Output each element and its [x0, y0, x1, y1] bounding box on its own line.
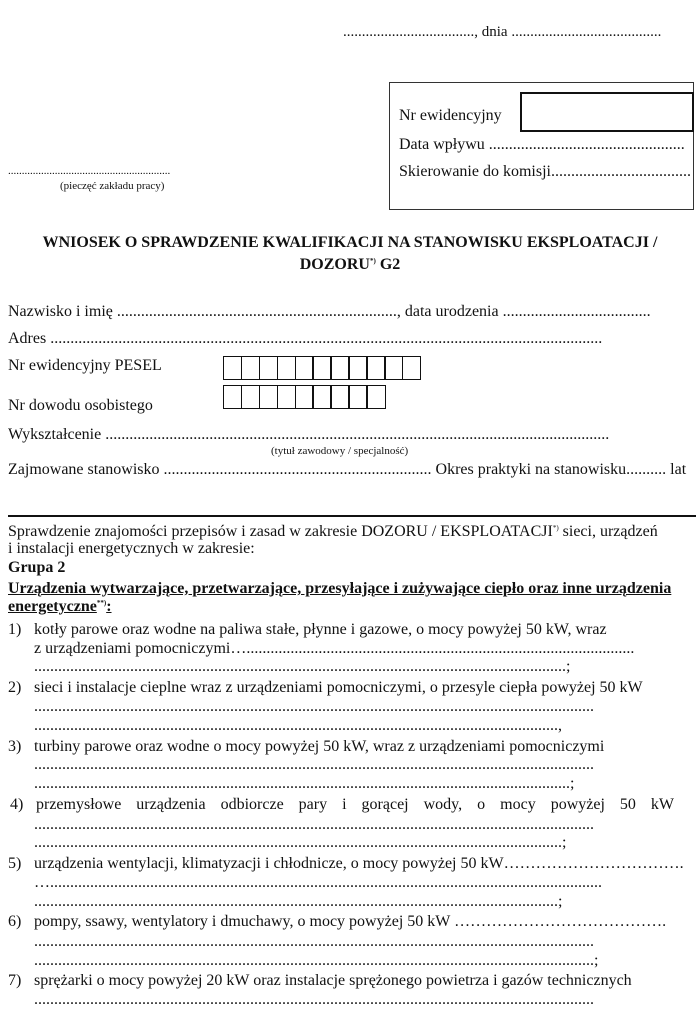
- commission-referral-line[interactable]: Skierowanie do komisji...................................: [399, 163, 691, 180]
- group-label: Grupa 2: [8, 559, 66, 576]
- education-caption: (tytuł zawodowy / specjalność): [271, 445, 409, 457]
- item-3-dots-2[interactable]: ......................................................................................................................................;: [34, 775, 575, 792]
- pesel-cell[interactable]: [384, 356, 403, 380]
- registry-number-label: Nr ewidencyjny: [399, 107, 502, 124]
- item-1-text: kotły parowe oraz wodne na paliwa stałe, płynne i gazowe, o mocy powyżej 50 kW, wraz: [34, 621, 607, 638]
- group-title-colon: :: [106, 598, 112, 615]
- education-line[interactable]: Wykształcenie ..............................................................................................................................: [8, 426, 610, 443]
- item-3-dots-1[interactable]: ............................................................................................................................................: [34, 756, 594, 773]
- item-6-number: 6): [8, 913, 22, 930]
- item-4-text: przemysłowe urządzenia odbiorcze pary i gorącej wody, o mocy powyżej 50 kW: [36, 796, 674, 813]
- title-dozoru: DOZORU: [299, 256, 370, 273]
- pesel-cell[interactable]: [348, 356, 367, 380]
- pesel-cell[interactable]: [241, 356, 260, 380]
- item-7-text: sprężarki o mocy powyżej 20 kW oraz instalacje sprężonego powietrza i gazów technicznych: [34, 972, 632, 989]
- group-title-line1: Urządzenia wytwarzające, przetwarzające, przesyłające i zużywające ciepło oraz inne urządzenia: [8, 580, 672, 597]
- id-card-cell[interactable]: [348, 385, 367, 409]
- item-6-dots-2[interactable]: ............................................................................................................................................;: [34, 952, 599, 969]
- id-card-cell[interactable]: [277, 385, 296, 409]
- scope-text: Sprawdzenie znajomości przepisów i zasad w zakresie DOZORU / EKSPLOATACJI: [8, 523, 553, 540]
- registry-number-field[interactable]: [520, 92, 694, 132]
- pesel-cell[interactable]: [330, 356, 349, 380]
- id-card-cell[interactable]: [312, 385, 331, 409]
- item-1-dots-1[interactable]: .....................................................................................................................................;: [34, 658, 571, 675]
- item-3-number: 3): [8, 738, 22, 755]
- place-date-line[interactable]: ..................................., dnia ........................................: [343, 24, 662, 40]
- company-stamp-line[interactable]: ...........................................................: [8, 165, 171, 177]
- scope-text-end: sieci, urządzeń: [558, 523, 658, 540]
- item-4-dots-1[interactable]: ............................................................................................................................................: [34, 816, 594, 833]
- form-title-line1: WNIOSEK O SPRAWDZENIE KWALIFIKACJI NA STANOWISKU EKSPLOATACJI /: [42, 234, 658, 251]
- position-practice-line[interactable]: Zajmowane stanowisko ................................................................... Okres praktyki na stanowisku.......... lat: [8, 461, 687, 478]
- id-card-cell[interactable]: [259, 385, 278, 409]
- item-3-text: turbiny parowe oraz wodne o mocy powyżej 50 kW, wraz z urządzeniami pomocniczymi: [34, 738, 605, 755]
- item-2-dots-2[interactable]: ...................................................................................................................................,: [34, 717, 562, 734]
- form-title-line2: [0, 256, 700, 274]
- section-divider: [8, 515, 696, 517]
- group-footnote-mark: **): [96, 599, 107, 607]
- company-stamp-caption: (pieczęć zakładu pracy): [60, 180, 165, 192]
- item-4-number: 4): [10, 796, 24, 813]
- id-card-cell[interactable]: [223, 385, 242, 409]
- id-card-cell[interactable]: [330, 385, 349, 409]
- pesel-cell[interactable]: [366, 356, 385, 380]
- scope-footnote-mark: *): [552, 524, 559, 532]
- item-5-dots-1[interactable]: …..........................................................................................................................................: [34, 874, 602, 891]
- item-5-text: urządzenia wentylacji, klimatyzacji i chłodnicze, o mocy powyżej 50 kW…………………………….: [34, 855, 684, 872]
- address-line[interactable]: Adres ..........................................................................................................................................: [8, 330, 603, 347]
- pesel-cell[interactable]: [402, 356, 421, 380]
- pesel-cell[interactable]: [312, 356, 331, 380]
- item-2-number: 2): [8, 679, 22, 696]
- group-title-line2: [8, 598, 112, 616]
- name-birthdate-line[interactable]: Nazwisko i imię ......................................................................, data urodzenia .....................................: [8, 303, 651, 320]
- item-5-number: 5): [8, 855, 22, 872]
- id-card-cell[interactable]: [295, 385, 314, 409]
- pesel-label: Nr ewidencyjny PESEL: [8, 357, 162, 374]
- scope-line2: i instalacji energetycznych w zakresie:: [8, 540, 255, 557]
- id-card-cell[interactable]: [366, 385, 385, 409]
- group-title-word: energetyczne: [8, 598, 97, 615]
- scope-line1: [8, 523, 658, 541]
- id-card-label: Nr dowodu osobistego: [8, 397, 153, 414]
- item-1-continuation[interactable]: z urządzeniami pomocniczymi….................................................................................................: [34, 640, 635, 657]
- item-6-text: pompy, ssawy, wentylatory i dmuchawy, o mocy powyżej 50 kW ………………………………….: [34, 913, 667, 930]
- title-footnote-mark: *): [369, 257, 376, 265]
- pesel-cell[interactable]: [259, 356, 278, 380]
- id-card-cells[interactable]: [223, 385, 384, 409]
- pesel-cell[interactable]: [277, 356, 296, 380]
- item-4-dots-2[interactable]: ....................................................................................................................................;: [34, 834, 567, 851]
- item-2-dots-1[interactable]: ............................................................................................................................................: [34, 698, 594, 715]
- pesel-cell[interactable]: [295, 356, 314, 380]
- item-1-number: 1): [8, 621, 22, 638]
- receipt-date-line[interactable]: Data wpływu .................................................: [399, 136, 685, 153]
- item-2-text: sieci i instalacje cieplne wraz z urządzeniami pomocniczymi, o przesyle ciepła powyżej 50 kW: [34, 679, 643, 696]
- item-5-dots-2[interactable]: ...................................................................................................................................;: [34, 893, 563, 910]
- id-card-cell[interactable]: [241, 385, 260, 409]
- pesel-cell[interactable]: [223, 356, 242, 380]
- title-group: G2: [375, 256, 401, 273]
- pesel-cells[interactable]: [223, 356, 420, 380]
- item-6-dots-1[interactable]: ............................................................................................................................................: [34, 933, 594, 950]
- item-7-number: 7): [8, 972, 22, 989]
- item-7-dots-1[interactable]: ............................................................................................................................................: [34, 991, 594, 1008]
